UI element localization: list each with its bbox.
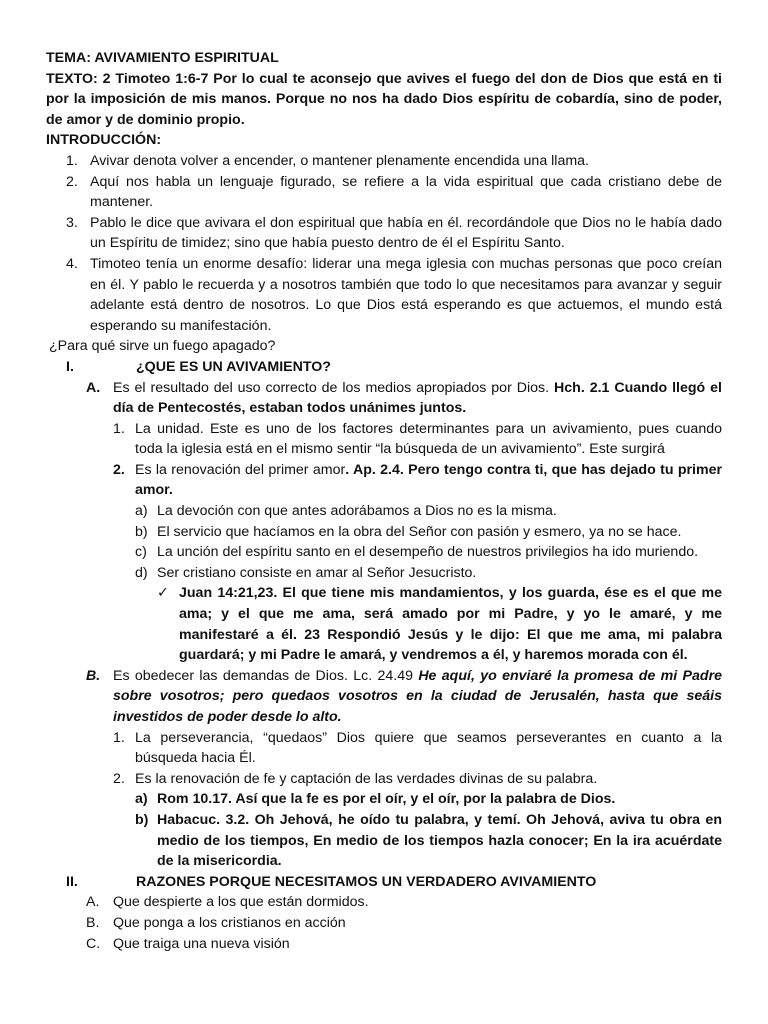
section-marker: I. [66, 358, 74, 375]
list-marker: 1. [113, 420, 125, 437]
list-marker: A. [86, 894, 100, 911]
list-item [66, 151, 722, 172]
subsection-marker: A. [86, 379, 101, 396]
scripture-reference: Hch. 2.1 Cuando llegó el día de Pentecostés, estaban todos unánimes juntos. [113, 379, 722, 417]
list-item [46, 522, 722, 543]
list-item [46, 542, 722, 563]
scripture-quote: Habacuc. 3.2. Oh Jehová, he oído tu palabra, y temí. Oh Jehová, aviva tu obra en medio de los tiempos, En medio de los tiempos hazla conocer; En la ira acuérdate de la misericordia. [157, 811, 722, 870]
section-title: RAZONES PORQUE NECESITAMOS UN VERDADERO AVIVAMIENTO [136, 873, 597, 890]
list-marker: 2. [113, 461, 125, 478]
list-marker: c) [135, 544, 147, 561]
list-item [46, 934, 722, 955]
subsection-marker: B. [86, 667, 101, 684]
list-item [46, 769, 722, 790]
list-marker: 2. [113, 770, 125, 787]
list-item [46, 789, 722, 810]
section-title: ¿QUE ES UN AVIVAMIENTO? [136, 358, 331, 375]
scripture-quote: Juan 14:21,23. El que tiene mis mandamientos, y los guarda, ése es el que me ama; y el que me ama, será amado por mi Padre, y yo le amaré, y me manifestaré a él. 23 Respondió Jesús y le dijo: El que me ama, mi palabra guardará; y mi Padre le amará, y vendremos a él, y haremos morada con él. [179, 585, 722, 664]
list-item-text: La devoción con que antes adorábamos a Dios no es la misma. [157, 503, 557, 520]
list-item-text: La perseverancia, “quedaos” Dios quiere que seamos perseverantes en cuanto a la búsqueda hacia Él. [135, 729, 722, 767]
scripture-quote: He aquí, yo enviaré la promesa de mi Padre sobre vosotros; pero quedaos vosotros en la ciudad de Jerusalén, hasta que seáis investidos de poder desde lo alto. [113, 667, 722, 725]
list-item [46, 419, 722, 460]
list-item-text: Es la renovación del primer amor [135, 461, 346, 478]
list-item [46, 810, 722, 872]
list-marker: B. [86, 914, 100, 931]
checkmark-icon: ✓ [157, 585, 169, 602]
list-item-text: Avivar denota volver a encender, o mantener plenamente encendida una llama. [90, 152, 589, 169]
list-item [46, 892, 722, 913]
section-2-heading [46, 872, 722, 893]
list-marker: b) [135, 811, 149, 828]
list-marker: C. [86, 935, 101, 952]
list-item-text: Que ponga a los cristianos en acción [113, 914, 346, 931]
list-item-text: El servicio que hacíamos en la obra del Señor con pasión y esmero, ya no se hace. [157, 523, 682, 540]
list-item-text: Que despierte a los que están dormidos. [113, 894, 369, 911]
texto-paragraph: TEXTO: 2 Timoteo 1:6-7 Por lo cual te aconsejo que avives el fuego del don de Dios que está en ti por la imposición de mis manos. Porque no nos ha dado Dios espíritu de cobardía, sino de poder, de amor y de dominio propio. [46, 70, 722, 128]
list-marker: 4. [66, 255, 78, 272]
list-item [46, 913, 722, 934]
list-marker: 2. [66, 173, 78, 190]
scripture-reference: . Ap. 2.4. Pero tengo contra ti, que has dejado tu primer amor. [135, 461, 723, 499]
subsection-text: Es el resultado del uso correcto de los medios apropiados por Dios. [113, 379, 550, 396]
list-item-text: Aquí nos habla un lenguaje figurado, se refiere a la vida espiritual que cada cristiano debe de mantener. [90, 173, 722, 211]
list-marker: a) [135, 791, 148, 808]
list-item-text: Ser cristiano consiste en amar al Señor Jesucristo. [157, 564, 477, 581]
list-marker: d) [135, 564, 148, 581]
list-item [46, 563, 722, 584]
tema-heading: TEMA: AVIVAMIENTO ESPIRITUAL [46, 50, 279, 66]
list-item-text: La unción del espíritu santo en el desempeño de nuestros privilegios ha ido muriendo. [157, 544, 699, 561]
section-marker: II. [66, 873, 78, 890]
list-item-text: La unidad. Este es uno de los factores determinantes para un avivamiento, pues cuando toda la iglesia está en el mismo sentir “la búsqueda de un avivamiento”. Este surgirá [135, 420, 722, 458]
section-1-heading [46, 357, 722, 378]
list-marker: a) [135, 503, 148, 520]
scripture-quote: Rom 10.17. Así que la fe es por el oír, y el oír, por la palabra de Dios. [157, 791, 616, 808]
list-item [66, 172, 722, 213]
list-item [66, 254, 722, 336]
subsection-text: Es obedecer las demandas de Dios. Lc. 24.49 [113, 667, 419, 684]
list-item-text: Es la renovación de fe y captación de las verdades divinas de su palabra. [135, 770, 598, 787]
intro-list [46, 151, 722, 336]
list-item [66, 213, 722, 254]
list-marker: 3. [66, 214, 78, 231]
introduccion-heading: INTRODUCCIÓN: [46, 132, 162, 149]
subsection-b [46, 666, 722, 728]
list-marker: 1. [66, 152, 78, 169]
list-marker: b) [135, 523, 148, 540]
checkmark-item [46, 583, 722, 665]
list-item [46, 501, 722, 522]
subsection-a [46, 378, 722, 419]
list-item [46, 728, 722, 769]
list-marker: 1. [113, 729, 125, 746]
question-line: ¿Para qué sirve un fuego apagado? [49, 338, 276, 355]
list-item-text: Que traiga una nueva visión [113, 935, 290, 952]
list-item-text: Pablo le dice que avivara el don espiritual que había en él. recordándole que Dios no le había dado un Espíritu de timidez; sino que había puesto dentro de él el Espíritu Santo. [90, 214, 722, 252]
list-item [46, 460, 722, 501]
list-item-text: Timoteo tenía un enorme desafío: liderar una mega iglesia con muchas personas que poco creían en él. Y pablo le recuerda y a nosotros también que todo lo que necesitamos para avanzar y seguir adelante está dentro de nosotros. Lo que Dios está esperando es que actuemos, el mundo está esperando su manifestación. [90, 255, 722, 334]
